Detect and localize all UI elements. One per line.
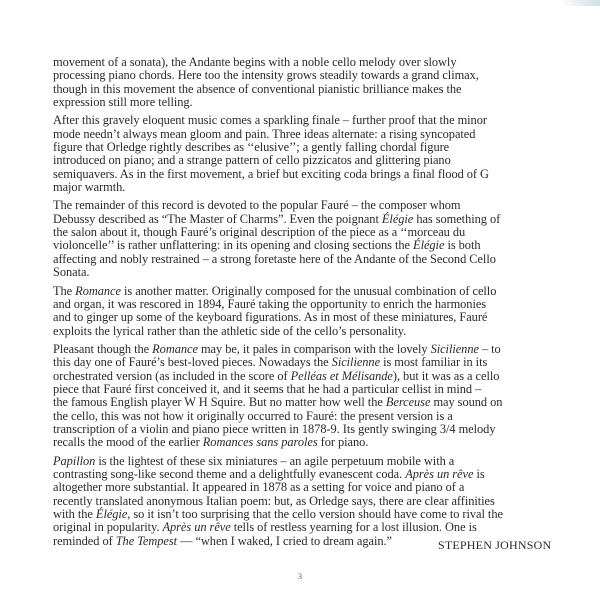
text-segment: altogether more substantial. It appeared in 1878 as a setting for voice and piano of a [53,480,465,495]
text-segment: exploits the lyrical rather than the athletic side of the cello’s personality. [53,323,407,338]
italic-title: Romances sans paroles [202,435,318,450]
text-segment: semiquavers. As in the first movement, a brief but exciting coda brings a final flood of G [53,166,489,181]
text-segment: affecting and nobly restrained – a strong foretaste here of the Andante of the Second Cello [53,251,496,266]
italic-title: Romance [152,341,198,356]
text-line [53,266,573,279]
paragraph [53,56,573,109]
text-line [53,396,573,409]
text-segment: Debussy described as “The Master of Charms”. Even the poignant [53,211,382,226]
text-segment: recalls the mood of the earlier [53,435,203,450]
text-segment: movement of a sonata), the Andante begins with a noble cello melody over slowly [53,55,457,69]
text-segment: the famous English player W H Squire. But no matter how well the [53,395,386,410]
text-segment: reminded of [53,533,116,548]
text-segment: The [53,283,76,298]
text-segment: with the [53,507,96,521]
scan-edge-artifact [560,0,600,6]
italic-title: Après un rêve [162,520,231,535]
text-line [53,168,573,181]
text-line [53,69,573,82]
text-line [53,56,573,69]
author-signature: STEPHEN JOHNSON [438,538,552,552]
italic-title: Papillon [53,453,96,468]
text-segment: is both [444,238,481,253]
italic-title: Sicilienne [430,341,479,356]
text-segment: is the lightest of these six miniatures – an agile perpetuum mobile with a [95,453,455,468]
text-line [53,423,573,436]
text-line [53,495,573,508]
italic-title: Pelléas et Mélisande [290,368,393,383]
paragraph [53,199,573,279]
text-line [53,239,573,252]
text-line [53,356,573,369]
text-segment: is another matter. Originally composed for the unusual combination of cello [120,283,497,298]
text-segment: for piano. [317,435,369,450]
text-line [53,141,573,154]
text-segment: The remainder of this record is devoted to the popular Fauré – the composer whom [53,198,461,213]
text-line [53,521,573,534]
text-segment: contrasting song-like second theme and a delightfully evanescent coda. [53,466,406,481]
text-line [53,114,573,127]
text-segment: and organ, it was rescored in 1894, Fauré taking the opportunity to enrich the harmonies [53,296,487,311]
paragraph [53,114,573,194]
text-segment: After this gravely eloquent music comes a sparkling finale – further proof that the minor [53,113,487,128]
text-segment: ), but it was as a cello [392,368,500,383]
text-line [53,343,573,356]
text-line [53,481,573,494]
italic-title: Élégie [413,238,445,253]
text-segment: , so it isn’t too surprising that the cello version should have come to rival the [127,507,503,521]
text-line [53,96,573,109]
text-line [53,83,573,96]
text-line [53,226,573,239]
text-line [53,436,573,449]
text-line [53,199,573,212]
paragraph [53,285,573,338]
text-segment: the cello, this was not how it originally occurred to Fauré: the present version is a [53,408,453,423]
text-segment: – to [478,341,501,356]
italic-title: Romance [75,283,121,298]
text-line [53,311,573,324]
paragraph [53,343,573,450]
text-line [53,298,573,311]
text-line [53,383,573,396]
text-segment: — “when I waked, I cried to dream again.” [177,533,393,548]
text-segment: mode needn’t always mean gloom and pain. Three ideas alternate: a rising syncopated [53,126,476,141]
paragraph [53,455,573,548]
text-line [53,468,573,481]
text-line [53,410,573,423]
text-line [53,370,573,383]
text-segment: processing piano chords. Here too the intensity grows steadily towards a grand climax, [53,68,479,83]
text-segment: figure that Orledge rightly describes as ‘‘elusive’’; a gently falling chordal figure [53,140,450,155]
text-segment: this day one of Fauré’s best-loved pieces. Nowadays the [53,355,332,370]
text-segment: piece that Fauré first conceived it, and it seems that he had a particular cellist in mind – [53,381,482,396]
page-number: 3 [298,572,302,581]
text-segment: may be, it pales in comparison with the lovely [197,341,431,356]
text-segment: introduced on piano; and a strange pattern of cello pizzicatos and glittering piano [53,153,451,168]
italic-title: Berceuse [385,395,431,410]
text-segment: expression still more telling. [53,95,193,110]
text-segment: and to ginger up some of the keyboard figurations. As in most of these miniatures, Fauré [53,310,488,325]
text-segment: may sound on [430,395,503,410]
text-line [53,325,573,338]
text-line [53,181,573,194]
text-segment: Pleasant though the [53,341,153,356]
text-segment: Sonata. [53,265,90,280]
text-segment: orchestrated version (as included in the score of [53,368,291,383]
text-segment: the salon about it, though Fauré’s original description of the piece as a ‘‘morceau du [53,225,466,240]
text-line [53,253,573,266]
text-segment: though in this movement the absence of conventional pianistic brilliance makes the [53,81,462,96]
text-segment: recently translated anonymous Italian poem: but, as Orledge says, there are clear affinities [53,493,495,508]
text-segment: has something of [413,211,501,226]
text-segment: is most familiar in its [380,355,488,370]
text-line [53,508,573,521]
text-segment: transcription of a violin and piano piece written in 1878-9. Its gently swinging 3/4 melody [53,421,496,436]
text-segment: major warmth. [53,180,126,195]
text-line [53,128,573,141]
text-segment: is [473,466,485,481]
italic-title: Après un rêve [405,466,474,481]
italic-title: Sicilienne [331,355,381,370]
text-segment: violoncelle’’ is rather unflattering: in its opening and closing sections the [53,238,414,253]
text-line [53,285,573,298]
text-segment: original in popularity. [53,520,163,535]
italic-title: Élégie [95,507,128,521]
text-segment: tells of restless yearning for a lost illusion. One is [230,520,477,535]
italic-title: Élégie [381,211,414,226]
text-line [53,213,573,226]
document-body [53,56,573,553]
text-line [53,154,573,167]
italic-title: The Tempest [115,533,178,548]
text-line [53,455,573,468]
